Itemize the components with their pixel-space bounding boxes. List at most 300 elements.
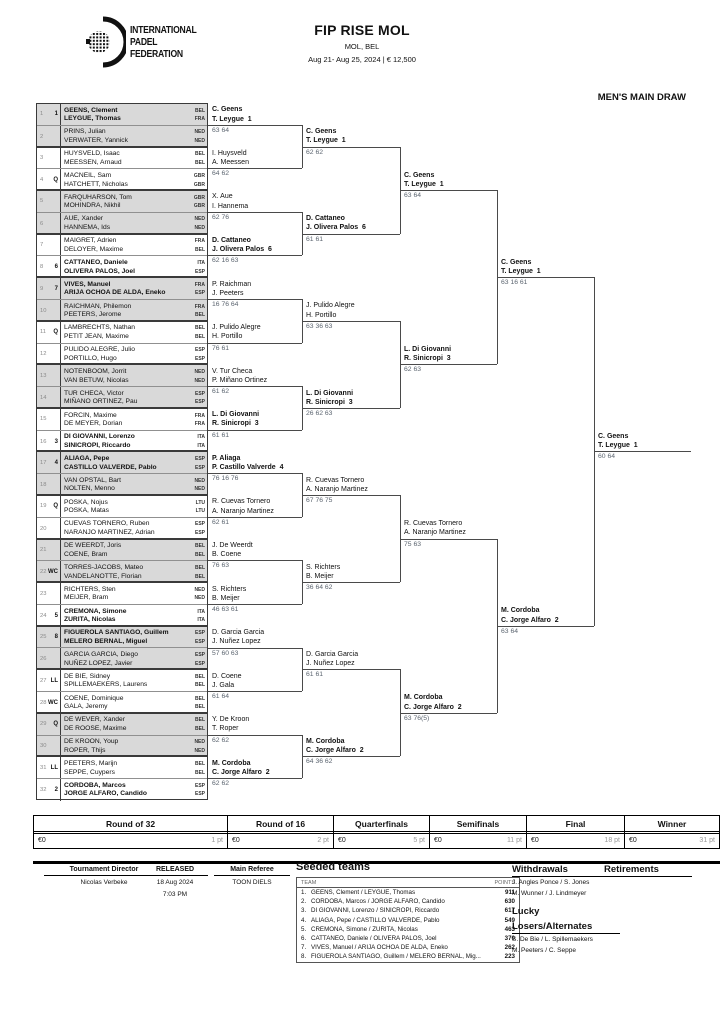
result-line <box>302 321 400 322</box>
entry-team-names <box>61 191 185 212</box>
draw-title: MEN'S MAIN DRAW <box>597 92 686 103</box>
seeded-header-points: POINTS <box>494 879 515 886</box>
player-name: SINICROPI, Riccardo <box>64 441 131 449</box>
country-code: NED <box>194 739 205 746</box>
result-line <box>208 430 302 431</box>
player-name: DE ROOSE, Maxime <box>64 725 127 733</box>
round-values <box>34 834 227 848</box>
country-code: GBR <box>193 203 205 210</box>
country-code: NED <box>194 595 205 602</box>
entry-position: 19 <box>40 503 47 510</box>
seed-team-name: GEENS, Clement / LEYGUE, Thomas <box>311 889 416 897</box>
match-score: 62 62 <box>212 736 230 744</box>
entry-number-cell <box>37 736 61 758</box>
result-line <box>400 539 497 540</box>
bracket-entry <box>37 452 207 474</box>
team-name-line: J. Gala <box>212 681 235 689</box>
advancing-team <box>306 127 396 146</box>
bracket-entry <box>37 409 207 431</box>
entry-number-cell <box>37 322 61 343</box>
seed-rank: 4. <box>301 916 307 924</box>
entry-country-codes <box>185 148 207 169</box>
player-name: VAN OPSTAL, Bart <box>64 476 121 484</box>
entry-country-codes <box>185 692 207 714</box>
entry-team-names <box>61 518 185 540</box>
seed-team-name: FIGUEROLA SANTIAGO, Guillem / MELERO BERNAL, Mig... <box>311 953 481 961</box>
country-code: BEL <box>195 325 205 332</box>
result-line <box>400 713 497 714</box>
entry-team-names <box>61 300 185 322</box>
entry-number-cell <box>37 474 61 496</box>
player-name: PULIDO ALEGRE, Julio <box>64 346 135 354</box>
team-name-line: J. Nuñez Lopez <box>212 638 261 646</box>
entry-number-cell <box>37 365 61 386</box>
country-code: FRA <box>194 412 205 419</box>
entry-number-cell <box>37 235 61 256</box>
match-score: 63 36 63 <box>306 322 333 330</box>
round-points: 11 pt <box>506 837 522 844</box>
player-name: FORCIN, Maxime <box>64 411 117 419</box>
country-code: GBR <box>193 194 205 201</box>
player-name: POSKA, Matas <box>64 507 109 515</box>
result-line <box>208 343 302 344</box>
advancing-team <box>306 562 396 581</box>
entry-position: 26 <box>40 656 47 663</box>
player-name: NARANJO MARTINEZ, Adrian <box>64 528 155 536</box>
entry-number-cell <box>37 583 61 604</box>
round-label: Round of 16 <box>228 816 333 834</box>
advancing-team <box>306 736 396 755</box>
country-code: BEL <box>195 312 205 319</box>
result-line <box>497 277 594 278</box>
team-name-line: Y. De Kroon <box>212 716 250 724</box>
team-name-line: S. Richters <box>306 563 341 571</box>
seeded-team-row <box>297 943 519 952</box>
advancing-team <box>598 431 687 450</box>
match-score: 61 64 <box>212 693 230 701</box>
team-name-line: X. Aue <box>212 193 233 201</box>
entry-country-codes <box>185 300 207 322</box>
bracket-entry <box>37 300 207 322</box>
player-name: ARIJA OCHOA DE ALDA, Eneko <box>64 289 166 297</box>
entry-country-codes <box>185 387 207 409</box>
entry-team-names <box>61 322 185 343</box>
advancing-team <box>306 214 396 233</box>
bracket-entry <box>37 736 207 758</box>
entry-position: 3 <box>40 154 44 161</box>
player-name: DE BIE, Sidney <box>64 672 111 680</box>
team-name-line: J. Pulido Alegre <box>212 324 261 332</box>
advancing-team <box>212 715 298 734</box>
team-name-line: T. Roper <box>212 725 239 733</box>
player-name: SEPPE, Cuypers <box>64 768 115 776</box>
player-name: VAN BETUW, Nicolas <box>64 376 129 384</box>
player-name: GARCIA GARCIA, Diego <box>64 651 138 659</box>
team-name-line: C. Jorge Alfaro 2 <box>501 616 559 624</box>
entry-position: 22 <box>40 569 47 576</box>
entry-country-codes <box>185 344 207 366</box>
player-name: HANNEMA, Ids <box>64 224 111 232</box>
entry-team-names <box>61 344 185 366</box>
round-values <box>334 834 429 848</box>
country-code: ESP <box>194 638 205 645</box>
advancing-team <box>212 671 298 690</box>
entry-team-names <box>61 670 185 691</box>
player-name: DE WEVER, Xander <box>64 716 125 724</box>
team-name-line: L. Di Giovanni <box>212 411 260 419</box>
country-code: NED <box>194 368 205 375</box>
round-values <box>625 834 719 848</box>
bracket-entry <box>37 169 207 191</box>
country-code: ITA <box>197 442 205 449</box>
entry-team-names <box>61 714 185 735</box>
match-score: 36 64 62 <box>306 584 333 592</box>
team-name-line: C. Jorge Alfaro 2 <box>212 768 270 776</box>
result-line <box>302 408 400 409</box>
player-name: ALIAGA, Pepe <box>64 455 110 463</box>
entry-country-codes <box>185 213 207 235</box>
bracket-entry <box>37 496 207 518</box>
country-code: GBR <box>193 172 205 179</box>
entry-team-names <box>61 169 185 191</box>
result-line <box>208 517 302 518</box>
seed-rank: 3. <box>301 907 307 915</box>
team-name-line: B. Coene <box>212 551 242 559</box>
result-line <box>594 451 691 452</box>
player-name: CATTANEO, Daniele <box>64 259 128 267</box>
main-referee-block <box>214 866 290 887</box>
bracket-entry <box>37 148 207 170</box>
match-score: 61 61 <box>212 431 230 439</box>
match-group <box>36 103 208 147</box>
advancing-team <box>212 628 298 647</box>
team-name-line: C. Geens <box>212 106 243 114</box>
result-line <box>208 168 302 169</box>
advancing-team <box>306 388 396 407</box>
entry-number-cell <box>37 213 61 235</box>
match-group <box>36 147 208 191</box>
round-column <box>430 816 527 848</box>
entry-team-names <box>61 779 185 801</box>
country-code: ESP <box>194 464 205 471</box>
result-line <box>208 255 302 256</box>
entry-position: 8 <box>40 264 44 271</box>
entry-team-names <box>61 409 185 430</box>
tournament-location: MOL, BEL <box>344 42 380 51</box>
player-name: ROPER, Thijs <box>64 746 106 754</box>
match-group <box>36 495 208 539</box>
entry-number-cell <box>37 452 61 473</box>
bracket-entry <box>37 583 207 605</box>
country-code: BEL <box>195 760 205 767</box>
country-code: GBR <box>193 181 205 188</box>
match-group <box>36 582 208 626</box>
country-code: ESP <box>194 355 205 362</box>
match-score: 76 61 <box>212 344 230 352</box>
seed-rank: 2. <box>301 898 307 906</box>
entry-country-codes <box>185 670 207 691</box>
country-code: ESP <box>194 782 205 789</box>
team-name-line: A. Naranjo Martinez <box>212 507 274 515</box>
result-line <box>400 364 497 365</box>
entry-seed-tag: WC <box>48 699 58 706</box>
team-name-line: A. Naranjo Martinez <box>404 529 466 537</box>
country-code: BEL <box>195 573 205 580</box>
entry-team-names <box>61 278 185 299</box>
round-column <box>527 816 625 848</box>
country-code: BEL <box>195 717 205 724</box>
player-name: FIGUEROLA SANTIAGO, Guillem <box>64 629 169 637</box>
player-name: SPILLEMAEKERS, Laurens <box>64 681 148 689</box>
country-code: BEL <box>195 769 205 776</box>
team-name-line: D. Cattaneo <box>212 237 251 245</box>
entry-country-codes <box>185 518 207 540</box>
entry-position: 31 <box>40 764 47 771</box>
seeded-team-row <box>297 925 519 934</box>
entry-team-names <box>61 431 185 453</box>
lucky-losers-list <box>512 935 620 956</box>
match-score: 75 63 <box>404 540 422 548</box>
entry-team-names <box>61 692 185 714</box>
entry-country-codes <box>185 365 207 386</box>
withdrawals-label: Withdrawals <box>512 864 620 877</box>
player-name: VANDELANOTTE, Florian <box>64 572 142 580</box>
entry-country-codes <box>185 256 207 278</box>
country-code: ITA <box>197 260 205 267</box>
advancing-team <box>212 584 298 603</box>
result-line <box>302 495 400 496</box>
advancing-team <box>212 366 298 385</box>
team-name-line: T. Leygue 1 <box>598 442 638 450</box>
bracket-entry <box>37 474 207 496</box>
advancing-team <box>212 323 298 342</box>
match-score: 62 76 <box>212 213 230 221</box>
entry-number-cell <box>37 387 61 409</box>
country-code: NED <box>194 747 205 754</box>
player-name: CASTILLO VALVERDE, Pablo <box>64 463 157 471</box>
entry-team-names <box>61 540 185 561</box>
country-code: ESP <box>194 660 205 667</box>
country-code: BEL <box>195 246 205 253</box>
advancing-team <box>404 693 493 712</box>
lucky-loser-team: S. De Bie / L. Spillemaekers <box>512 936 593 943</box>
seeded-team-row <box>297 916 519 925</box>
country-code: BEL <box>195 673 205 680</box>
player-name: HATCHETT, Nicholas <box>64 180 128 188</box>
player-name: DI GIOVANNI, Lorenzo <box>64 433 135 441</box>
match-score: 57 60 63 <box>212 649 239 657</box>
entry-team-names <box>61 474 185 496</box>
advancing-team <box>212 540 298 559</box>
entry-number-cell <box>37 496 61 517</box>
team-name-line: D. Cattaneo <box>306 215 345 223</box>
player-name: PEETERS, Jerome <box>64 311 122 319</box>
seed-team-name: VIVES, Manuel / ARIJA OCHOA DE ALDA, Eneko <box>311 944 448 952</box>
entry-position: 32 <box>40 787 47 794</box>
round-label: Quarterfinals <box>334 816 429 834</box>
team-name-line: R. Cuevas Tornero <box>212 498 271 506</box>
lucky-loser-team: M. Peeters / C. Seppe <box>512 947 576 954</box>
match-group <box>36 756 208 800</box>
round-values <box>527 834 624 848</box>
entry-position: 13 <box>40 372 47 379</box>
match-score: 61 62 <box>212 388 230 396</box>
match-score: 64 62 <box>212 170 230 178</box>
team-name-line: T. Leygue 1 <box>212 115 252 123</box>
player-name: COENE, Dominique <box>64 694 124 702</box>
bracket-entry <box>37 605 207 627</box>
bracket-entry <box>37 714 207 736</box>
player-name: MOHINDRA, Nikhil <box>64 202 121 210</box>
country-code: BEL <box>195 107 205 114</box>
entry-number-cell <box>37 605 61 627</box>
team-name-line: T. Leygue 1 <box>306 137 346 145</box>
entry-position: 1 <box>40 111 44 118</box>
entry-seed-tag: Q <box>53 721 58 728</box>
entry-country-codes <box>185 540 207 561</box>
player-name: CUEVAS TORNERO, Ruben <box>64 520 150 528</box>
player-name: TUR CHECA, Victor <box>64 389 124 397</box>
team-name-line: R. Cuevas Tornero <box>306 476 365 484</box>
entry-position: 5 <box>40 198 44 205</box>
entry-country-codes <box>185 235 207 256</box>
player-name: GALA, Jeremy <box>64 703 108 711</box>
bracket-entry <box>37 365 207 387</box>
match-score: 62 62 <box>306 148 324 156</box>
player-name: LEYGUE, Thomas <box>64 115 121 123</box>
bracket-entry <box>37 256 207 278</box>
bracket-entry <box>37 627 207 649</box>
player-name: NUÑEZ LOPEZ, Javier <box>64 659 133 667</box>
bracket-entry <box>37 387 207 409</box>
player-name: DE KROON, Youp <box>64 738 119 746</box>
entry-number-cell <box>37 627 61 648</box>
result-line <box>208 212 302 213</box>
match-score: 63 64 <box>501 627 519 635</box>
team-name-line: L. Di Giovanni <box>404 345 452 353</box>
advancing-team <box>501 606 590 625</box>
prize-money: €0 <box>338 837 346 844</box>
team-name-line: C. Jorge Alfaro 2 <box>306 747 364 755</box>
team-name-line: D. Coene <box>212 672 242 680</box>
round-column <box>228 816 334 848</box>
bracket-entry <box>37 518 207 540</box>
advancing-team <box>212 192 298 211</box>
country-code: FRA <box>194 281 205 288</box>
match-group <box>36 539 208 583</box>
entry-team-names <box>61 736 185 758</box>
entry-team-names <box>61 148 185 169</box>
team-name-line: H. Portillo <box>212 333 243 341</box>
entry-team-names <box>61 627 185 648</box>
match-score: 63 16 61 <box>501 279 528 287</box>
result-line <box>302 234 400 235</box>
match-score: 63 76(5) <box>404 714 430 722</box>
entry-position: 4 <box>40 177 44 184</box>
entry-seed-tag: 4 <box>54 459 58 466</box>
entry-number-cell <box>37 256 61 278</box>
player-name: OLIVERA PALOS, Joel <box>64 267 135 275</box>
tournament-title: FIP RISE MOL <box>314 22 410 38</box>
prize-money: €0 <box>38 837 46 844</box>
team-name-line: C. Geens <box>404 171 435 179</box>
match-group <box>36 408 208 452</box>
entry-country-codes <box>185 474 207 496</box>
country-code: ESP <box>194 268 205 275</box>
entry-number-cell <box>37 540 61 561</box>
seed-team-name: DI GIOVANNI, Lorenzo / SINICROPI, Riccardo <box>311 907 440 915</box>
org-line: FEDERATION <box>130 48 183 60</box>
entry-position: 11 <box>40 329 47 336</box>
tournament-dates-prize: Aug 21- Aug 25, 2024 | € 12,500 <box>308 55 416 64</box>
entry-position: 21 <box>40 546 47 553</box>
player-name: TORRES-JACOBS, Mateo <box>64 563 144 571</box>
team-name-line: M. Cordoba <box>306 737 345 745</box>
player-name: MEIJER, Bram <box>64 594 109 602</box>
round-points: 18 pt <box>604 837 620 844</box>
player-name: FARQUHARSON, Tom <box>64 193 132 201</box>
result-line <box>208 778 302 779</box>
country-code: NED <box>194 377 205 384</box>
bracket-entry <box>37 126 207 148</box>
entry-seed-tag: 1 <box>54 111 58 118</box>
entry-number-cell <box>37 714 61 735</box>
entry-team-names <box>61 126 185 148</box>
match-group <box>36 626 208 670</box>
country-code: NED <box>194 225 205 232</box>
match-group <box>36 190 208 234</box>
team-name-line: S. Richters <box>212 585 247 593</box>
entry-position: 12 <box>40 351 47 358</box>
player-name: MACNEIL, Sam <box>64 171 112 179</box>
team-name-line: M. Cordoba <box>212 759 251 767</box>
entry-team-names <box>61 561 185 583</box>
result-line <box>400 190 497 191</box>
round-values <box>228 834 333 848</box>
match-score: 67 76 75 <box>306 497 333 505</box>
released-time: 7:03 PM <box>162 890 188 898</box>
tournament-director-label: Tournament Director <box>44 866 164 876</box>
country-code: ESP <box>194 521 205 528</box>
country-code: BEL <box>195 726 205 733</box>
round-points: 1 pt <box>211 837 223 844</box>
result-line <box>208 604 302 605</box>
team-name-line: P. Castillo Valverde 4 <box>212 464 284 472</box>
player-name: DE MEYER, Dorian <box>64 420 123 428</box>
match-score: 76 16 76 <box>212 475 239 483</box>
match-score: 76 63 <box>212 562 230 570</box>
country-code: NED <box>194 129 205 136</box>
country-code: NED <box>194 216 205 223</box>
team-name-line: I. Huysveld <box>212 149 247 157</box>
match-score: 62 62 <box>212 780 230 788</box>
country-code: BEL <box>195 333 205 340</box>
bracket-entry <box>37 104 207 126</box>
entry-country-codes <box>185 736 207 758</box>
entry-number-cell <box>37 757 61 778</box>
country-code: BEL <box>195 564 205 571</box>
entry-seed-tag: WC <box>48 569 58 576</box>
country-code: NED <box>194 586 205 593</box>
country-code: LTU <box>195 508 205 515</box>
country-code: ESP <box>194 290 205 297</box>
team-name-line: R. Cuevas Tornero <box>404 520 463 528</box>
team-name-line: M. Cordoba <box>404 694 443 702</box>
player-name: CORDOBA, Marcos <box>64 781 126 789</box>
country-code: FRA <box>194 238 205 245</box>
entry-position: 15 <box>40 416 47 423</box>
seed-points: 262 <box>504 944 515 952</box>
